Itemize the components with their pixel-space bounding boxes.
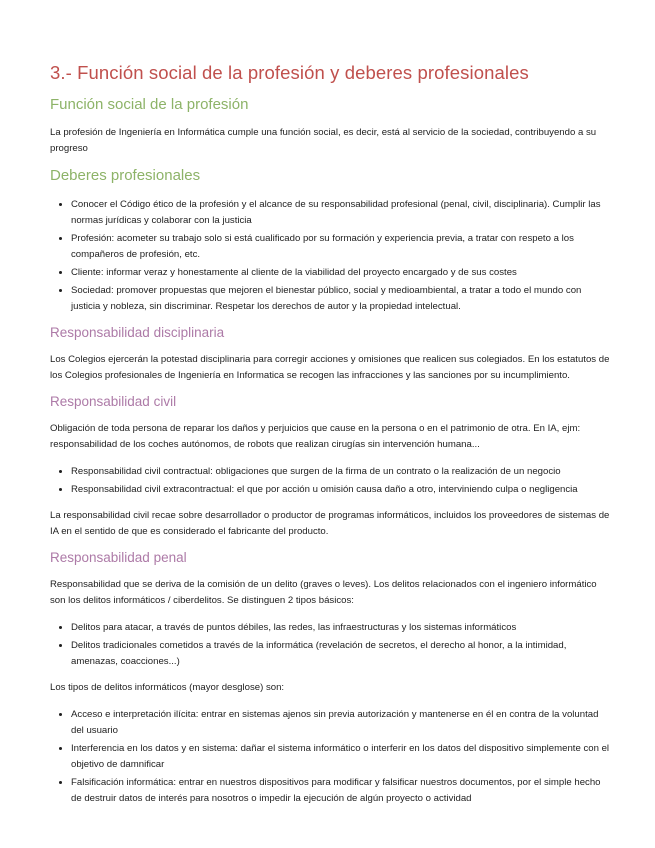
paragraph-civil: Obligación de toda persona de reparar los daños y perjuicios que cause en la persona o en el patrimonio de otra. En IA, ejm: responsabilidad de los coches autónomos, de robots que realizan cirugías sin intervención humana...: [50, 423, 581, 450]
list-item: • Falsificación informática: entrar en nuestros dispositivos para modificar y falsificar nuestros documentos, por el simple hecho de destruir datos de interés para nosotros o impedir la ejecución de algún proyecto o actividad: [71, 774, 611, 807]
paragraph-disciplinaria: Los Colegios ejercerán la potestad disciplinaria para corregir acciones y omisiones que realicen sus colegiados. En los estatutos de los Colegios profesionales de Ingeniería en Informatica se recogen las infracciones y las sanciones por su incumplimiento.: [50, 354, 610, 381]
list-civil: [50, 463, 611, 498]
list-penal: [50, 619, 611, 670]
list-item: • Cliente: informar veraz y honestamente al cliente de la viabilidad del proyecto encargado y de sus costes: [71, 264, 611, 281]
heading-responsabilidad-penal: Responsabilidad penal: [50, 550, 187, 565]
list-item: • Responsabilidad civil contractual: obligaciones que surgen de la firma de un contrato o la realización de un negocio: [71, 463, 611, 480]
heading-funcion-social: Función social de la profesión: [50, 96, 249, 113]
heading-deberes-profesionales: Deberes profesionales: [50, 167, 201, 184]
list-item: • Responsabilidad civil extracontractual: el que por acción u omisión causa daño a otro, interviniendo culpa o negligencia: [71, 481, 611, 498]
heading-responsabilidad-civil: Responsabilidad civil: [50, 394, 177, 409]
list-item: • Delitos tradicionales cometidos a través de la informática (revelación de secretos, el derecho al honor, a la intimidad, amenazas, coacciones...): [71, 637, 611, 670]
page-title: 3.- Función social de la profesión y deberes profesionales: [50, 62, 529, 83]
paragraph-penal: Responsabilidad que se deriva de la comisión de un delito (graves o leves). Los delitos relacionados con el ingeniero informático son los delitos informáticos / ciberdelitos. Se distinguen 2 tipos básicos:: [50, 579, 597, 606]
list-item: • Interferencia en los datos y en sistema: dañar el sistema informático o interferir en los datos del dispositivo simplemente con el objetivo de damnificar: [71, 740, 611, 773]
heading-responsabilidad-disciplinaria: Responsabilidad disciplinaria: [50, 325, 225, 340]
list-item: • Profesión: acometer su trabajo solo si está cualificado por su formación y experiencia previa, a tratar con respeto a los compañeros de profesión, etc.: [71, 230, 611, 263]
list-item: • Sociedad: promover propuestas que mejoren el bienestar público, social y medioambiental, a tratar a todo el mundo con justicia y nobleza, sin discriminar. Respetar los derechos de autor y la propiedad intelectual.: [71, 282, 611, 315]
paragraph-penal-2: Los tipos de delitos informáticos (mayor desglose) son:: [50, 682, 285, 693]
list-item: • Delitos para atacar, a través de puntos débiles, las redes, las infraestructuras y los sistemas informáticos: [71, 619, 611, 636]
paragraph-funcion-social: La profesión de Ingeniería en Informática cumple una función social, es decir, está al servicio de la sociedad, contribuyendo a su progreso: [50, 127, 597, 154]
list-penal-tipos: [50, 706, 611, 807]
list-deberes: [50, 196, 611, 315]
list-item: • Conocer el Código ético de la profesión y el alcance de su responsabilidad profesional (penal, civil, disciplinaria). Cumplir las normas jurídicas y colaborar con la justicia: [71, 196, 611, 229]
list-item: • Acceso e interpretación ilícita: entrar en sistemas ajenos sin previa autorización y mantenerse en él en contra de la voluntad del usuario: [71, 706, 611, 739]
paragraph-civil-2: La responsabilidad civil recae sobre desarrollador o productor de programas informáticos, incluidos los proveedores de sistemas de IA en el sentido de que es considerado el fabricante del producto.: [50, 510, 610, 537]
